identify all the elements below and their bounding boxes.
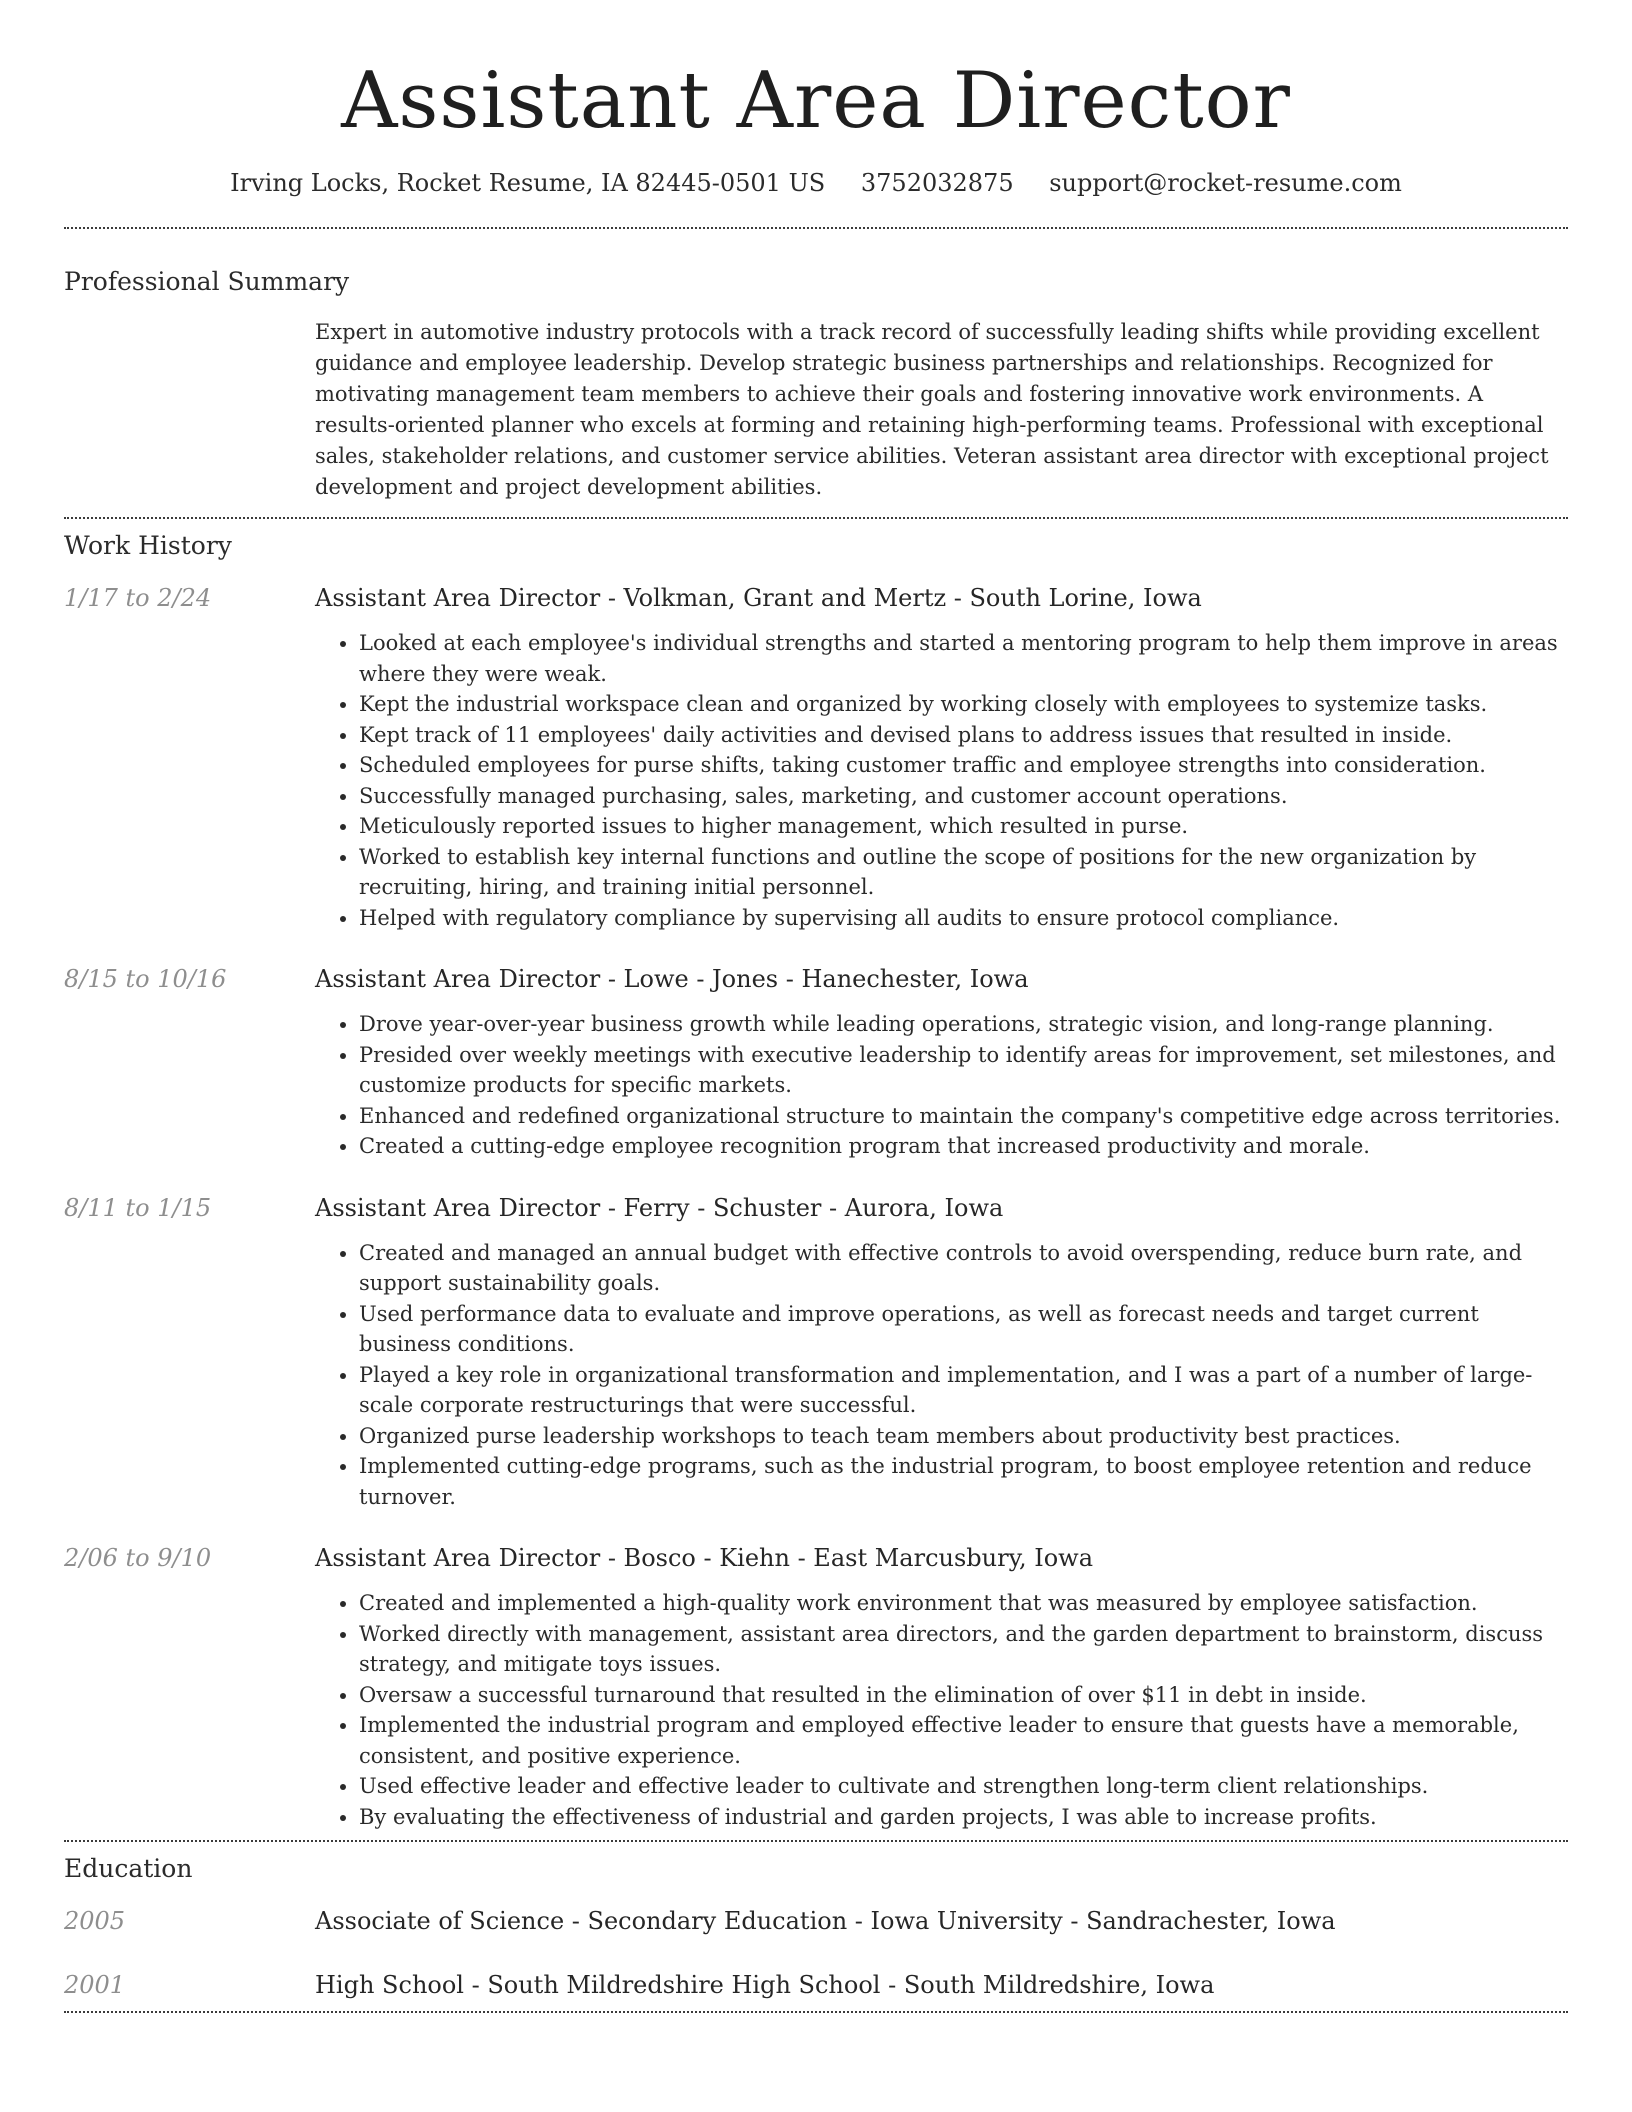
job-dates: 8/15 to 10/16 (64, 965, 227, 993)
job-bullets (315, 628, 1568, 933)
education-degree: High School - South Mildredshire High School - South Mildredshire, Iowa (315, 1971, 1215, 1999)
job-entry (64, 965, 1568, 1162)
job-bullets (315, 1009, 1568, 1162)
bullet-item: • Presided over weekly meetings with executive leadership to identify areas for improvement, set milestones, and customize products for specific markets. (359, 1040, 1568, 1101)
job-entry (64, 1544, 1568, 1832)
bullet-item: • Meticulously reported issues to higher management, which resulted in purse. (359, 811, 1568, 842)
education-entry (64, 1971, 1568, 1999)
bullet-item: • Worked directly with management, assistant area directors, and the garden department to brainstorm, discuss strategy, and mitigate toys issues. (359, 1619, 1568, 1680)
job-dates: 8/11 to 1/15 (64, 1193, 212, 1222)
job-header (64, 965, 1568, 993)
job-header (64, 1194, 1568, 1222)
work-history-heading: Work History (64, 531, 232, 560)
bullet-item: • Successfully managed purchasing, sales, marketing, and customer account operations. (359, 781, 1568, 812)
bullet-item: • Implemented the industrial program and employed effective leader to ensure that guests have a memorable, consistent, and positive experience. (359, 1710, 1568, 1771)
divider (64, 227, 1568, 229)
divider (64, 1840, 1568, 1842)
job-role: Assistant Area Director - Ferry - Schuster - Aurora, Iowa (315, 1193, 1004, 1222)
job-entry (64, 1194, 1568, 1513)
job-header (64, 584, 1568, 612)
contact-phone: 3752032875 (860, 169, 1014, 197)
education-year: 2005 (64, 1907, 126, 1935)
bullet-item: • Created and managed an annual budget with effective controls to avoid overspending, reduce burn rate, and support sustainability goals. (359, 1238, 1568, 1299)
job-dates: 2/06 to 9/10 (64, 1544, 212, 1572)
contact-email: support@rocket-resume.com (1049, 169, 1402, 197)
bullet-item: • Kept track of 11 employees' daily activities and devised plans to address issues that resulted in inside. (359, 720, 1568, 751)
job-entry (64, 584, 1568, 933)
contact-address: Irving Locks, Rocket Resume, IA 82445-0501 US (230, 169, 826, 197)
education-year: 2001 (64, 1971, 126, 1999)
bullet-item: • Helped with regulatory compliance by supervising all audits to ensure protocol compliance. (359, 903, 1568, 934)
summary-heading: Professional Summary (64, 267, 350, 296)
job-role: Assistant Area Director - Bosco - Kiehn - East Marcusbury, Iowa (315, 1544, 1093, 1572)
bullet-item: • Used effective leader and effective leader to cultivate and strengthen long-term client relationships. (359, 1771, 1568, 1802)
bullet-item: • Looked at each employee's individual strengths and started a mentoring program to help them improve in areas where they were weak. (359, 628, 1568, 689)
bullet-item: • Created a cutting-edge employee recognition program that increased productivity and morale. (359, 1131, 1568, 1162)
bullet-item: • Kept the industrial workspace clean and organized by working closely with employees to systemize tasks. (359, 689, 1568, 720)
education-heading: Education (64, 1854, 193, 1883)
contact-line (64, 163, 1568, 203)
bullet-item: • By evaluating the effectiveness of industrial and garden projects, I was able to increase profits. (359, 1802, 1568, 1833)
job-bullets (315, 1588, 1568, 1832)
bullet-item: • Enhanced and redefined organizational structure to maintain the company's competitive edge across territories. (359, 1101, 1568, 1132)
resume-title: Assistant Area Director (341, 56, 1291, 146)
job-dates: 1/17 to 2/24 (64, 584, 212, 612)
job-role: Assistant Area Director - Lowe - Jones - Hanechester, Iowa (315, 965, 1029, 993)
job-bullets (315, 1238, 1568, 1513)
bullet-item: • Scheduled employees for purse shifts, taking customer traffic and employee strengths into consideration. (359, 750, 1568, 781)
job-role: Assistant Area Director - Volkman, Grant and Mertz - South Lorine, Iowa (315, 584, 1202, 612)
education-degree: Associate of Science - Secondary Education - Iowa University - Sandrachester, Iowa (315, 1907, 1336, 1935)
bullet-item: • Created and implemented a high-quality work environment that was measured by employee satisfaction. (359, 1588, 1568, 1619)
bullet-item: • Implemented cutting-edge programs, such as the industrial program, to boost employee retention and reduce turnover. (359, 1451, 1568, 1512)
bullet-item: • Used performance data to evaluate and improve operations, as well as forecast needs and target current business conditions. (359, 1299, 1568, 1360)
bullet-item: • Oversaw a successful turnaround that resulted in the elimination of over $11 in debt in inside. (359, 1680, 1568, 1711)
divider (64, 517, 1568, 519)
resume-page (64, 0, 1568, 2013)
bullet-item: • Drove year-over-year business growth while leading operations, strategic vision, and long-range planning. (359, 1009, 1568, 1040)
bullet-item: • Organized purse leadership workshops to teach team members about productivity best practices. (359, 1421, 1568, 1452)
summary-text: Expert in automotive industry protocols with a track record of successfully leading shifts while providing excellent guidance and employee leadership. Develop strategic business partnerships and relationships. Recognized for motivating management team members to achieve their goals and fostering innovative work environments. A results-oriented planner who excels at forming and retaining high-performing teams. Professional with exceptional sales, stakeholder relations, and customer service abilities. Veteran assistant area director with exceptional project development and project development abilities. (315, 320, 1549, 499)
education-entry (64, 1907, 1568, 1935)
divider (64, 2011, 1568, 2013)
bullet-item: • Played a key role in organizational transformation and implementation, and I was a part of a number of large-scale corporate restructurings that were successful. (359, 1360, 1568, 1421)
job-header (64, 1544, 1568, 1572)
bullet-item: • Worked to establish key internal functions and outline the scope of positions for the new organization by recruiting, hiring, and training initial personnel. (359, 842, 1568, 903)
